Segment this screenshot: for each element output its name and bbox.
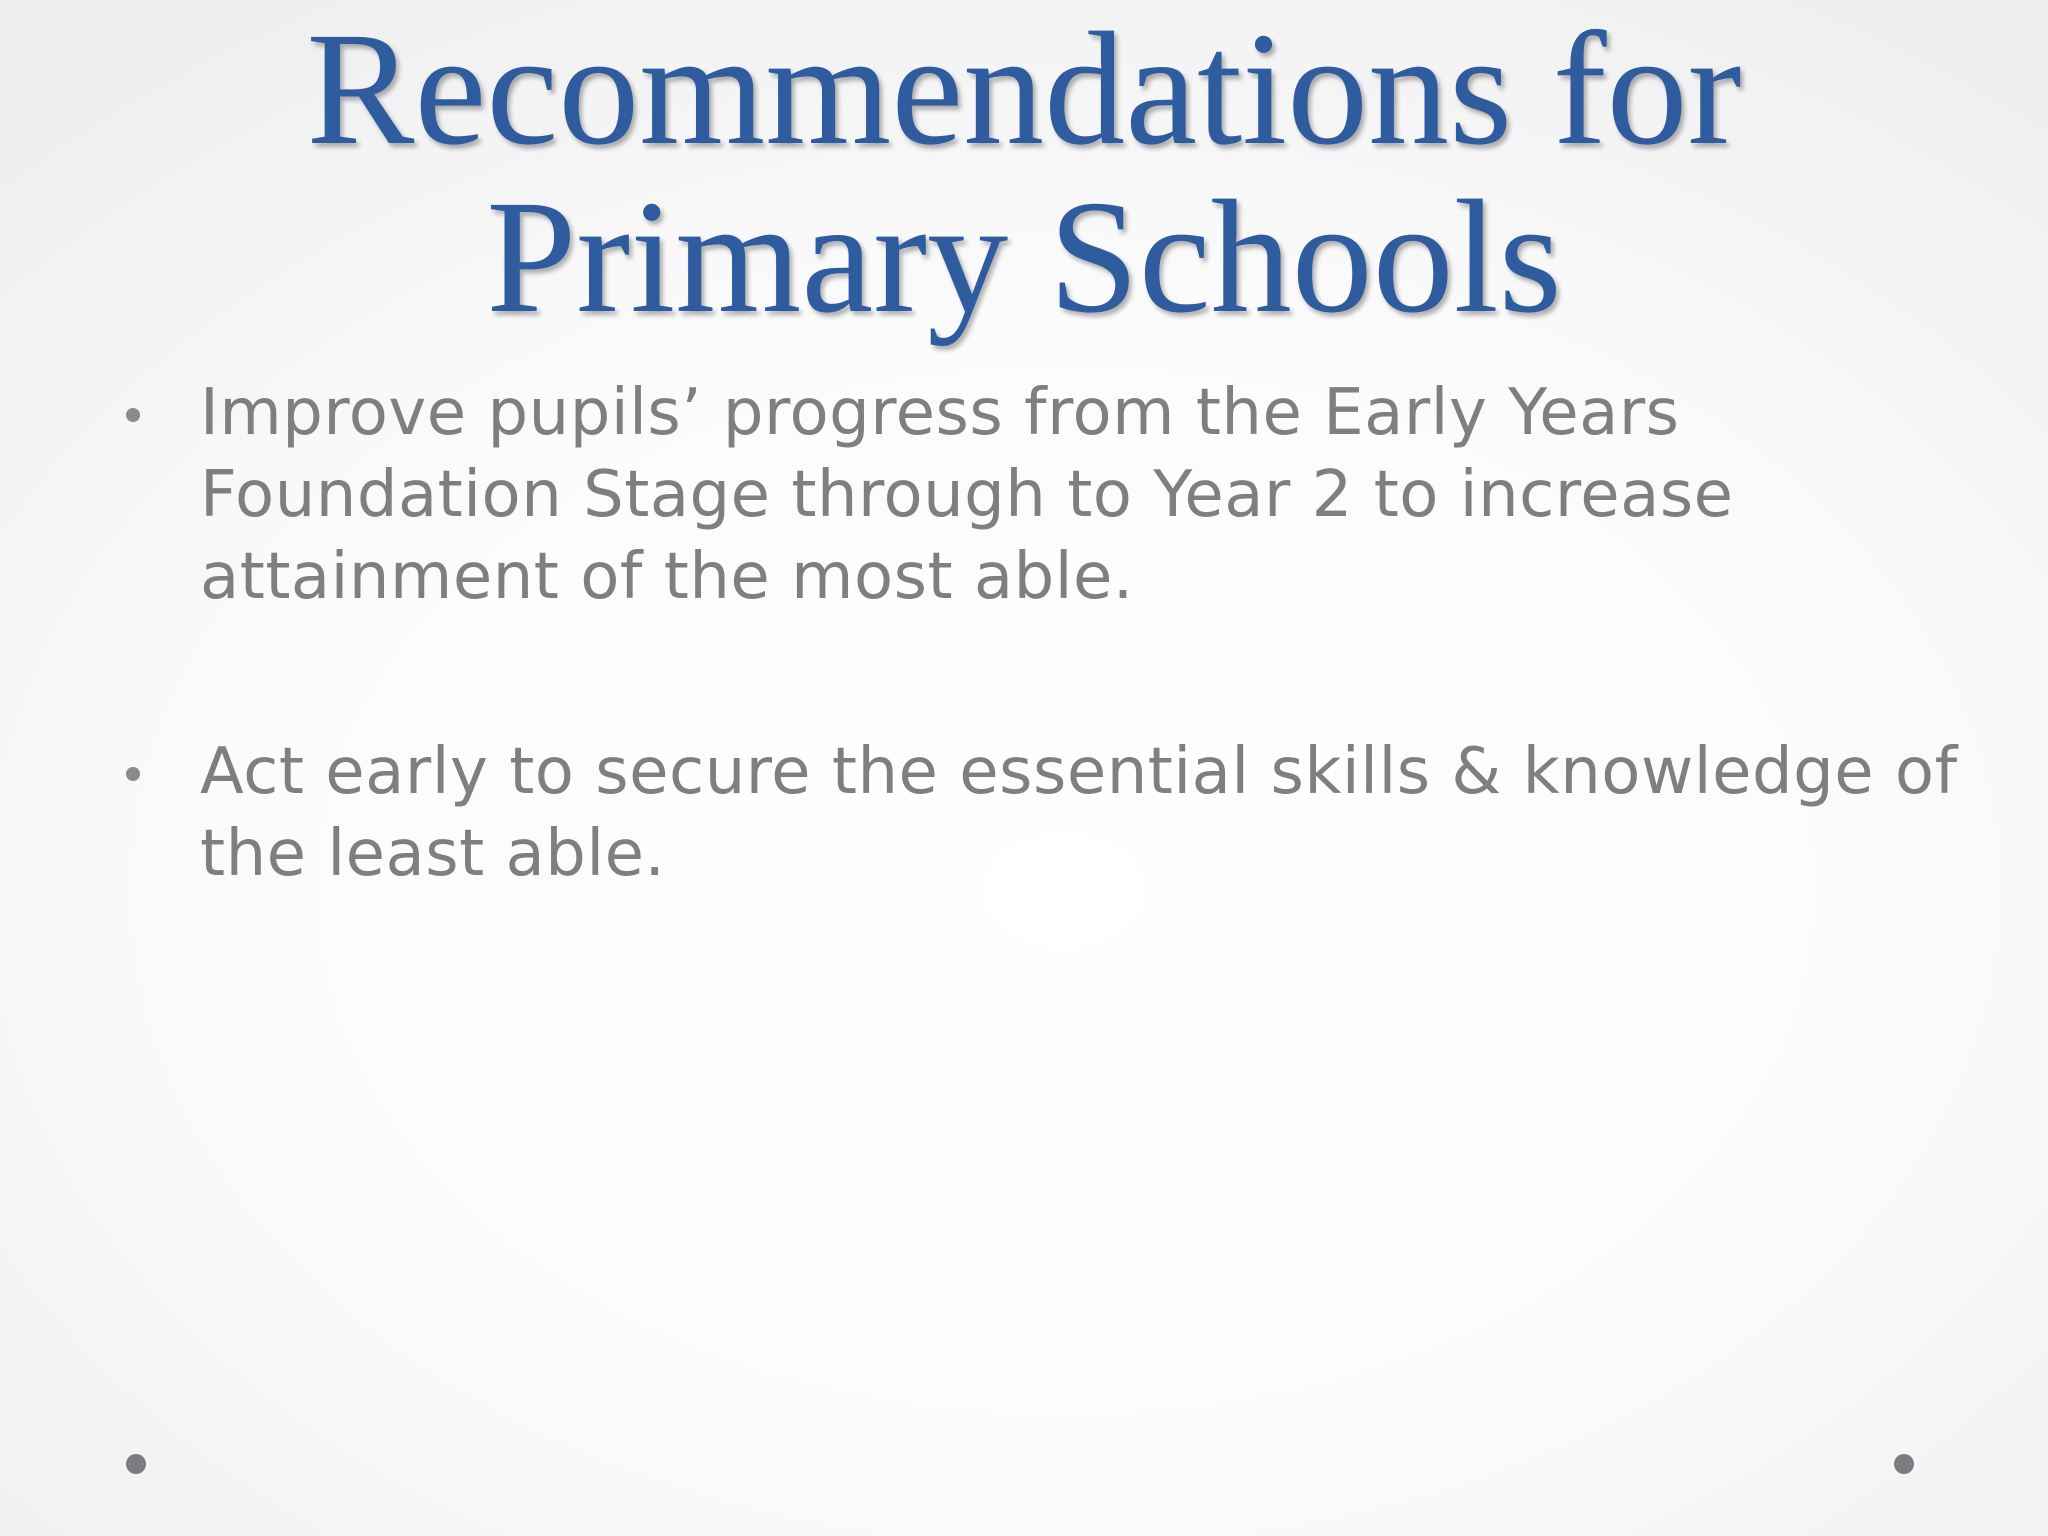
title-line-1: Recommendations for bbox=[306, 0, 1742, 179]
title-line-2: Primary Schools bbox=[486, 168, 1562, 347]
corner-dot-icon bbox=[1894, 1454, 1914, 1474]
slide-title bbox=[0, 0, 2048, 347]
corner-dot-icon bbox=[126, 1454, 146, 1474]
bullet-dot-icon bbox=[126, 408, 140, 422]
bullet-list bbox=[0, 372, 2048, 895]
bullet-text: Act early to secure the essential skills & knowledge of the least able. bbox=[200, 735, 1958, 891]
bullet-dot-icon bbox=[126, 767, 140, 781]
bullet-text: Improve pupils’ progress from the Early Years Foundation Stage through to Year 2 to increase attainment of the most able. bbox=[200, 376, 1734, 614]
bullet-item bbox=[0, 372, 2048, 618]
bullet-item bbox=[0, 731, 2048, 895]
